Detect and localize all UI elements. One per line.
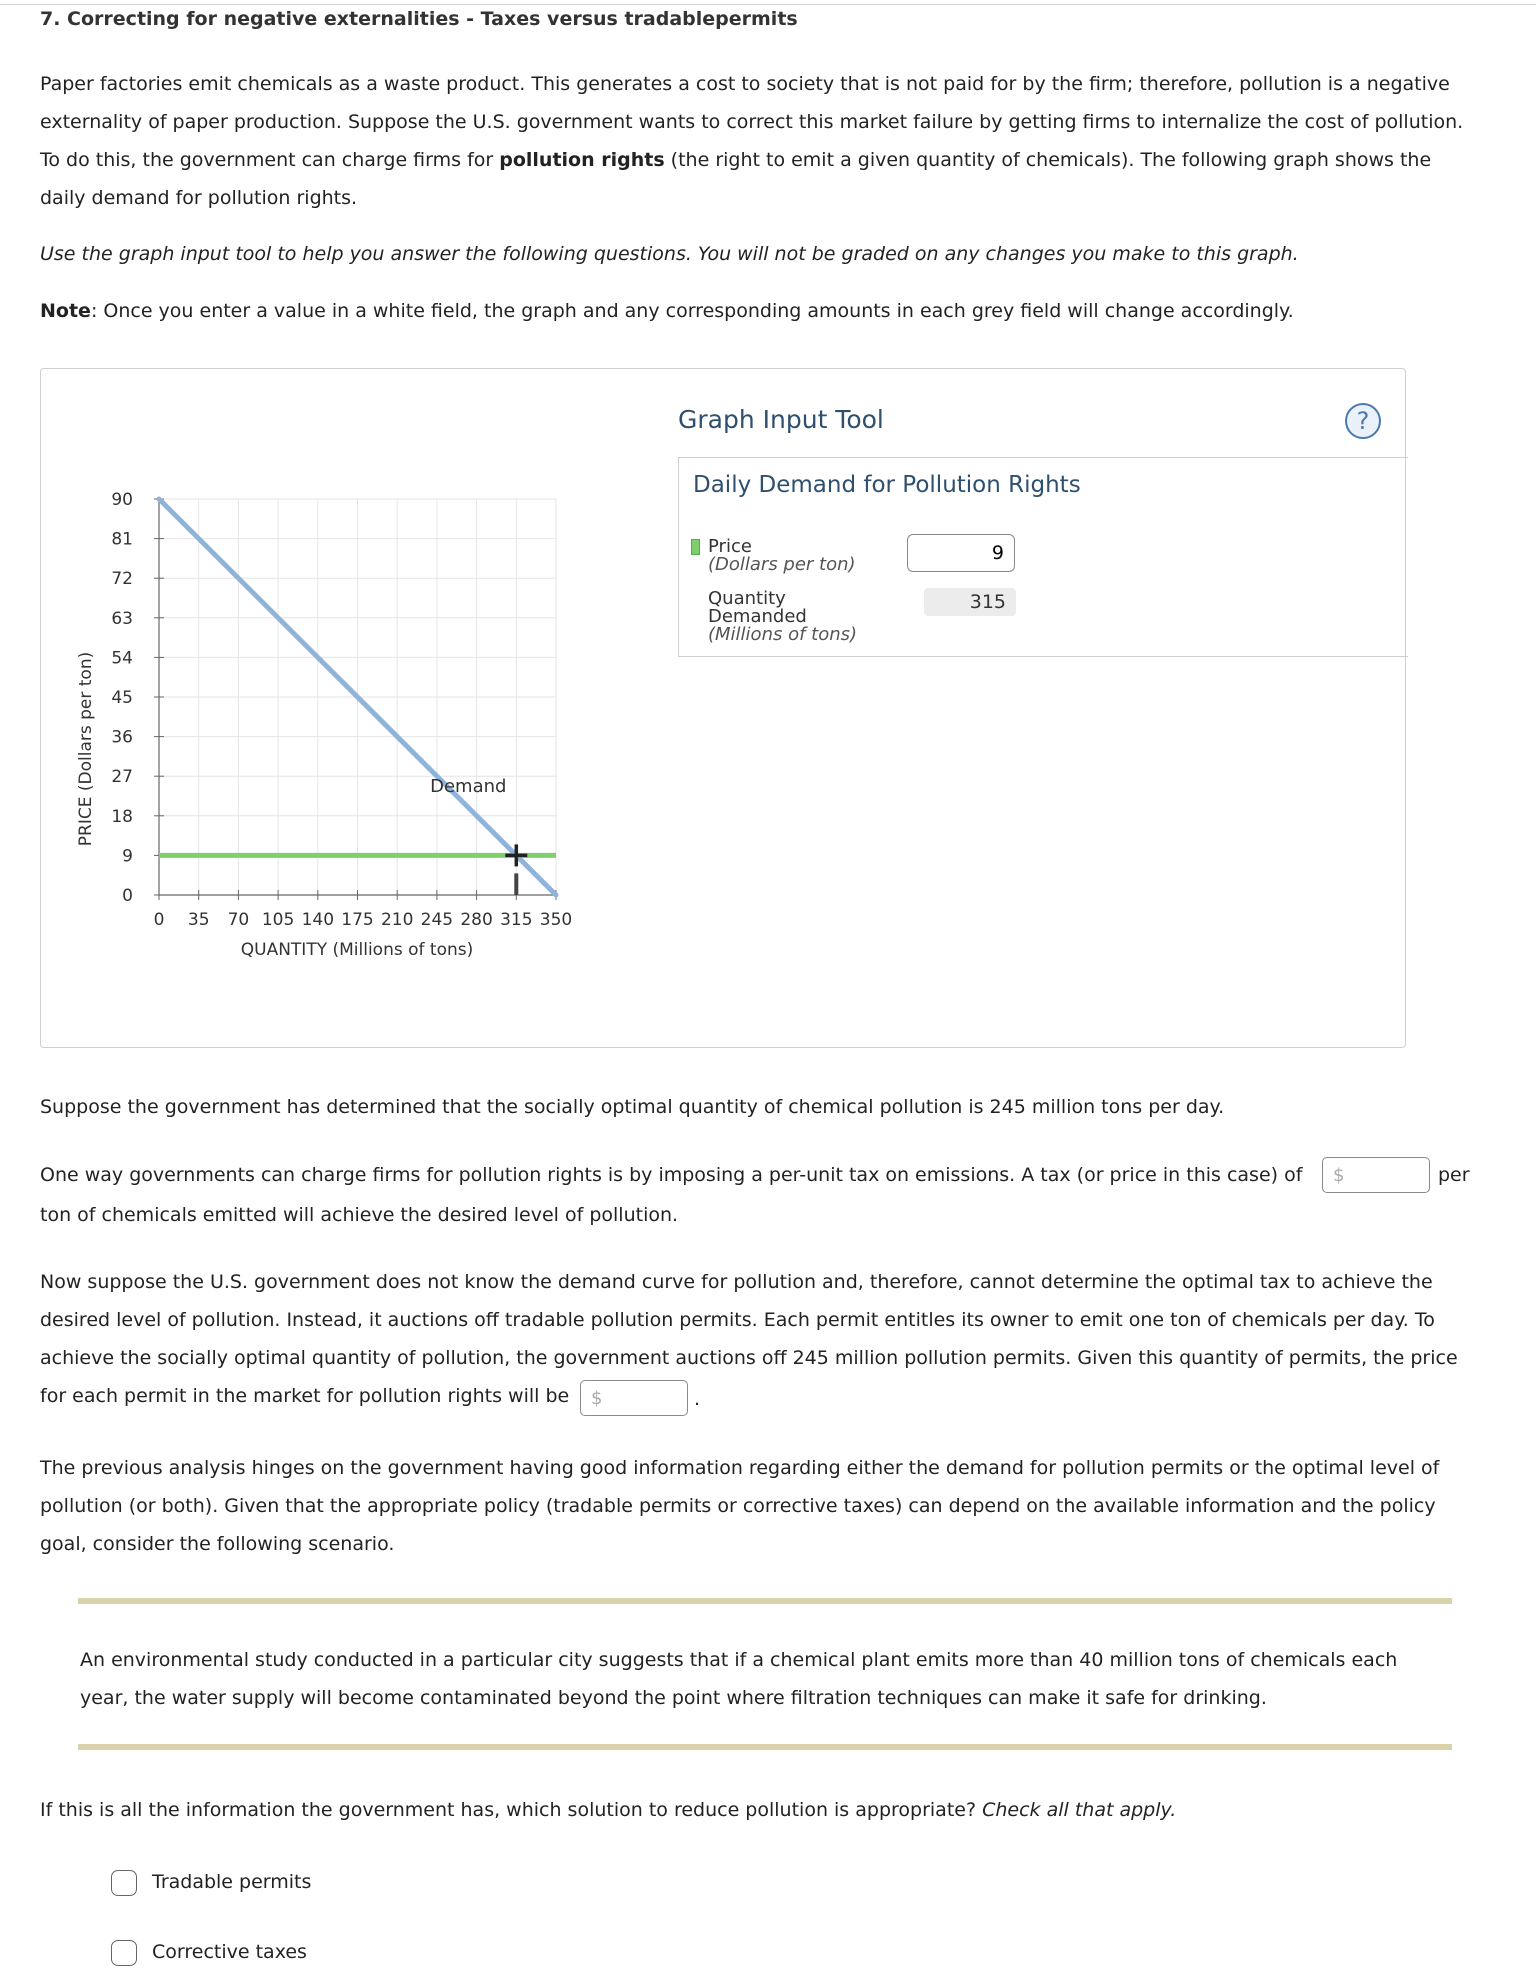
graph-panel: [40, 368, 1406, 1048]
y-tick-label: 90: [111, 490, 133, 510]
note-label: Note: [40, 300, 91, 322]
demand-chart[interactable]: [41, 369, 641, 989]
y-tick-label: 45: [111, 688, 133, 708]
x-tick-label: 210: [380, 910, 414, 930]
help-icon[interactable]: ?: [1345, 403, 1381, 439]
x-tick-label: 105: [261, 910, 295, 930]
quantity-demanded-value: 315: [924, 588, 1016, 616]
corrective-taxes-checkbox[interactable]: [111, 1940, 137, 1966]
optimal-quantity-text: Suppose the government has determined that the socially optimal quantity of chemical pollution is 245 million tons per day.: [40, 1096, 1225, 1118]
y-tick-label: 9: [122, 846, 133, 867]
tradable-permits-label[interactable]: Tradable permits: [152, 1871, 312, 1893]
price-label: Price: [708, 536, 752, 557]
graph-instruction: Use the graph input tool to help you answer the following questions. You will not be graded on any changes you make to this graph.: [40, 243, 1299, 265]
intro-text-1: Paper factories emit chemicals as a waste product. This generates a cost to society that is not paid for by the firm; therefore, pollution is a negative externality of paper production. Suppose the U.S. government wants to correct this market failure by getting firms to internalize the cost of pollution. To do this, the government can charge firms for: [40, 73, 1464, 171]
quantity-unit-label: (Millions of tons): [708, 624, 858, 645]
quantity-label-1: Quantity: [708, 588, 786, 609]
tradable-permits-checkbox[interactable]: [111, 1870, 137, 1896]
x-tick-label: 350: [539, 910, 573, 930]
permits-paragraph: [40, 1263, 1480, 1415]
note-paragraph: [40, 292, 1480, 330]
note-text: : Once you enter a value in a white field, the graph and any corresponding amounts in each grey field will change accordingly.: [90, 300, 1294, 322]
y-tick-label: 27: [111, 767, 133, 788]
scenario-paragraph: An environmental study conducted in a particular city suggests that if a chemical plant emits more than 40 million tons of chemicals each year, the water supply will become contaminated beyond the point where filtration techniques can make it safe for drinking.: [80, 1649, 1398, 1709]
x-tick-label: 0: [153, 910, 165, 930]
y-tick-label: 36: [111, 727, 133, 748]
graph-input-tool-title: Graph Input Tool: [678, 405, 884, 434]
tax-answer-input[interactable]: [1349, 1160, 1429, 1190]
intro-bold-term: pollution rights: [499, 149, 665, 171]
chart-tick-labels: [111, 490, 572, 930]
y-tick-label: 72: [111, 569, 133, 590]
permits-text: Now suppose the U.S. government does not know the demand curve for pollution and, therefore, cannot determine the optimal tax to achieve the desired level of pollution. Instead, it auctions off tradable pollution permits. Each permit entitles its owner to emit one ton of chemicals per day. To achieve the socially optimal quantity of pollution, the government auctions off 245 million pollution permits. Given this quantity of permits, the price for each permit in the market for pollution rights will be: [40, 1271, 1458, 1407]
price-unit-label: (Dollars per ton): [708, 554, 856, 575]
tax-text-line2: ton of chemicals emitted will achieve the desired level of pollution.: [40, 1204, 679, 1226]
permit-dollar-sign: $: [591, 1388, 603, 1409]
x-axis-label: QUANTITY (Millions of tons): [240, 940, 474, 960]
intro-text-2: (the right to emit a given quantity of chemicals). The following graph shows the daily demand for pollution rights.: [40, 149, 1432, 209]
scenario-bottom-rule: [78, 1744, 1452, 1750]
top-divider: [0, 4, 1536, 5]
y-tick-label: 18: [111, 806, 133, 827]
tax-text-line1: One way governments can charge firms for pollution rights is by imposing a per-unit tax on emissions. A tax (or price in this case) of: [40, 1164, 1303, 1186]
tax-per-text: per: [1438, 1164, 1470, 1186]
corrective-taxes-label[interactable]: Corrective taxes: [152, 1941, 307, 1963]
permit-price-field[interactable]: [580, 1380, 688, 1416]
x-tick-label: 140: [301, 910, 335, 930]
x-tick-label: 245: [420, 910, 454, 930]
graph-input-subtitle: Daily Demand for Pollution Rights: [693, 472, 1081, 498]
intro-paragraph: [40, 65, 1480, 217]
permits-period: .: [694, 1388, 701, 1410]
scenario-top-rule: [78, 1598, 1452, 1604]
tax-answer-field[interactable]: [1322, 1157, 1430, 1193]
x-tick-label: 35: [187, 910, 210, 930]
question-title: 7. Correcting for negative externalities - Taxes versus tradablepermits: [40, 8, 798, 30]
permit-price-input[interactable]: [607, 1383, 687, 1413]
y-axis-label: PRICE (Dollars per ton): [76, 651, 96, 847]
final-question: [40, 1791, 1480, 1829]
demand-curve-label: Demand: [430, 776, 507, 798]
y-tick-label: 0: [122, 886, 133, 906]
price-swatch-icon: [691, 539, 700, 555]
y-tick-label: 81: [111, 529, 133, 550]
final-question-instruction: Check all that apply.: [982, 1799, 1177, 1821]
tax-dollar-sign: $: [1333, 1165, 1345, 1186]
graph-input-tool-box: [678, 457, 1408, 657]
price-input[interactable]: [907, 534, 1015, 572]
x-tick-label: 280: [460, 910, 493, 930]
y-tick-label: 54: [111, 648, 133, 669]
analysis-paragraph: The previous analysis hinges on the government having good information regarding either the demand for pollution permits or the optimal level of pollution (or both). Given that the appropriate policy (tradable permits or corrective taxes) can depend on the available information and the policy goal, consider the following scenario.: [40, 1457, 1440, 1555]
y-tick-label: 63: [111, 608, 133, 629]
x-tick-label: 70: [227, 910, 250, 930]
final-question-text: If this is all the information the government has, which solution to reduce pollution is appropriate?: [40, 1799, 983, 1821]
x-tick-label: 175: [341, 910, 374, 930]
x-tick-label: 315: [500, 910, 533, 930]
quantity-label-2: Demanded: [708, 606, 807, 627]
